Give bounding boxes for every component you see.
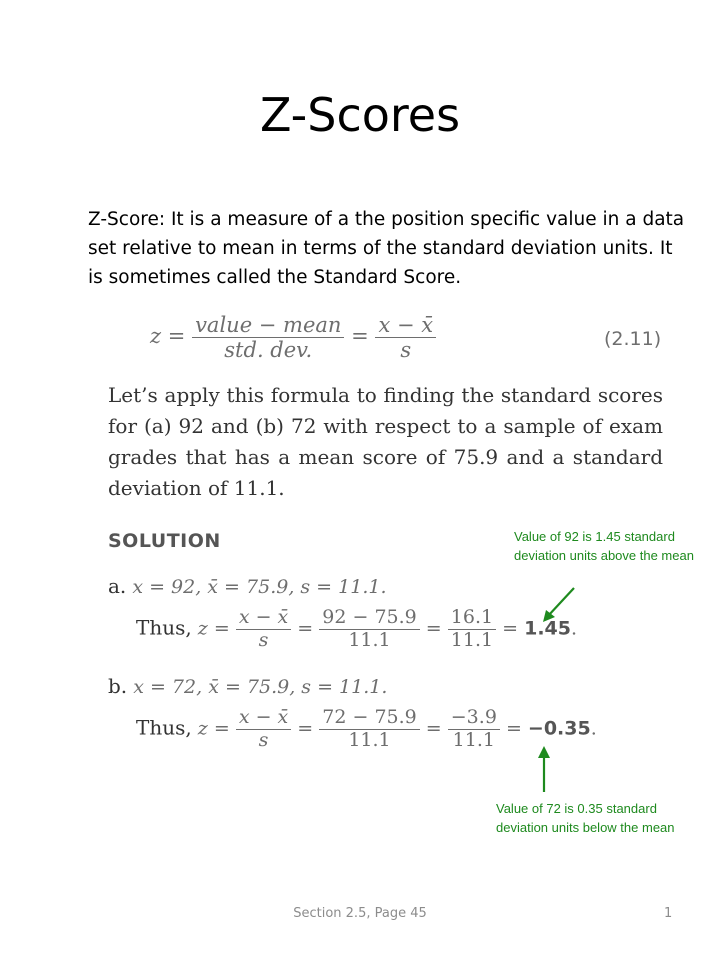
annotation-below-mean: Value of 72 is 0.35 standard deviation units below the mean bbox=[496, 801, 675, 835]
part-a-period: . bbox=[570, 617, 578, 640]
part-b-given bbox=[108, 674, 387, 698]
formula-fraction-symbols bbox=[375, 314, 436, 361]
part-a-label: a. bbox=[108, 574, 127, 598]
definition-text: Z-Score: It is a measure of a the position specific value in a data set relative to mean in terms of the standard deviation units. It is sometimes called the Standard Score. bbox=[88, 209, 685, 288]
formula-numerator-words: value − mean bbox=[192, 314, 344, 338]
part-b-fraction-2 bbox=[319, 708, 419, 751]
part-b-f1-denominator: s bbox=[258, 728, 269, 751]
part-a-equals: = bbox=[502, 617, 519, 640]
part-b-given-values: x = 72, x̄ = 75.9, s = 11.1. bbox=[133, 676, 388, 698]
part-b-thus: Thus, bbox=[136, 715, 192, 740]
part-a-equals: = bbox=[213, 617, 230, 640]
part-a-given-values: x = 92, x̄ = 75.9, s = 11.1. bbox=[132, 576, 387, 598]
part-a-thus: Thus, bbox=[136, 615, 192, 640]
equation-number: (2.11) bbox=[604, 328, 662, 350]
part-b-fraction-1 bbox=[236, 708, 291, 751]
formula-denominator-symbols: s bbox=[400, 338, 412, 363]
part-b-f1-numerator: x − x̄ bbox=[236, 708, 291, 730]
part-b-equals: = bbox=[505, 717, 522, 740]
part-b-f2-denominator: 11.1 bbox=[348, 728, 391, 751]
part-a-f3-denominator: 11.1 bbox=[450, 628, 494, 651]
part-b-z: z bbox=[197, 717, 208, 740]
part-a-z: z bbox=[197, 617, 208, 640]
formula-equals-2: = bbox=[351, 324, 369, 349]
part-a-fraction-1 bbox=[236, 608, 291, 651]
part-a-fraction-2 bbox=[319, 608, 419, 651]
part-a-given bbox=[108, 574, 387, 598]
part-b-label: b. bbox=[108, 674, 128, 698]
formula-equals-1: = bbox=[167, 324, 186, 349]
zscore-formula bbox=[150, 314, 436, 361]
part-b-result: −0.35 bbox=[527, 717, 591, 740]
solution-heading: SOLUTION bbox=[108, 530, 221, 552]
part-a-equals: = bbox=[425, 617, 442, 640]
arrow-b-head bbox=[538, 746, 550, 758]
part-a-f1-denominator: s bbox=[258, 628, 269, 651]
part-a-f3-numerator: 16.1 bbox=[448, 608, 496, 630]
part-a-equals: = bbox=[297, 617, 314, 640]
part-b-period: . bbox=[590, 717, 597, 740]
part-a-f2-numerator: 92 − 75.9 bbox=[319, 608, 419, 630]
formula-z: z bbox=[150, 324, 162, 349]
textbook-paragraph: Let’s apply this formula to finding the standard scores for (a) 92 and (b) 72 with respect to a sample of exam grades that has a mean score of 75.9 and a standard deviation of 11.1. bbox=[108, 383, 663, 500]
formula-numerator-symbols: x − x̄ bbox=[375, 314, 436, 338]
part-b-f2-numerator: 72 − 75.9 bbox=[319, 708, 419, 730]
arrow-a-shaft bbox=[548, 588, 574, 616]
part-a-f2-denominator: 11.1 bbox=[348, 628, 391, 651]
part-b-equals: = bbox=[425, 717, 442, 740]
slide-page-number: 1 bbox=[664, 906, 673, 921]
part-a-result: 1.45 bbox=[524, 617, 571, 640]
part-b-equals: = bbox=[213, 717, 230, 740]
part-b-computation bbox=[136, 708, 597, 751]
arrow-to-result-a bbox=[540, 586, 580, 626]
formula-fraction-words bbox=[192, 314, 344, 361]
footer-section-reference: Section 2.5, Page 45 bbox=[293, 906, 427, 921]
annotation-above-mean: Value of 92 is 1.45 standard deviation units above the mean bbox=[514, 529, 694, 563]
part-a-f1-numerator: x − x̄ bbox=[236, 608, 291, 630]
part-a-computation bbox=[136, 608, 577, 651]
arrow-to-result-b bbox=[534, 744, 554, 794]
part-b-f3-numerator: −3.9 bbox=[448, 708, 500, 730]
part-b-fraction-3 bbox=[448, 708, 500, 751]
part-b-equals: = bbox=[297, 717, 314, 740]
formula-denominator-words: std. dev. bbox=[224, 338, 313, 363]
part-a-fraction-3 bbox=[448, 608, 496, 651]
slide-title: Z-Scores bbox=[259, 88, 461, 142]
part-b-f3-denominator: 11.1 bbox=[452, 728, 495, 751]
